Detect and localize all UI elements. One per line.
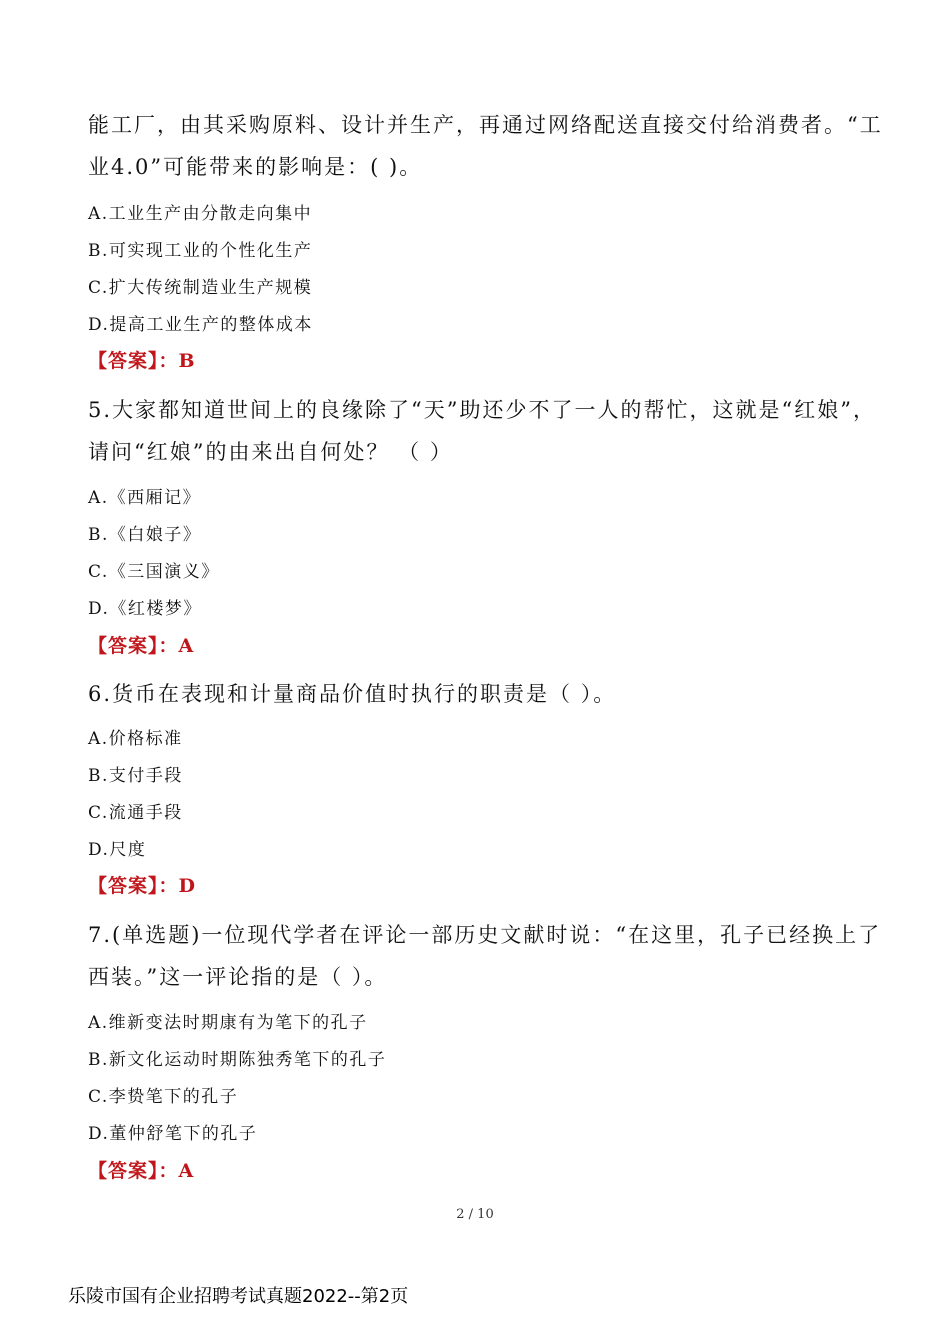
q4-option-b: B.可实现工业的个性化生产 xyxy=(88,241,313,261)
page-number: 2 / 10 xyxy=(456,1207,494,1222)
q4-option-c: C.扩大传统制造业生产规模 xyxy=(88,278,313,298)
q6-option-a: A.价格标准 xyxy=(88,729,183,749)
q7-option-c: C.李贽笔下的孔子 xyxy=(88,1087,239,1107)
q5-option-b: B.《白娘子》 xyxy=(88,525,202,545)
q6-question: 6.货币在表现和计量商品价值时执行的职责是（ ）。 xyxy=(88,682,617,706)
q4-option-a: A.工业生产由分散走向集中 xyxy=(88,204,313,224)
q7-option-a: A.维新变法时期康有为笔下的孔子 xyxy=(88,1013,368,1033)
q5-option-d: D.《红楼梦》 xyxy=(88,599,202,619)
q5-question: 5.大家都知道世间上的良缘除了“天”助还少不了一人的帮忙，这就是“红娘”，请问“红娘”的由来出自何处？ （ ） xyxy=(88,398,876,464)
q7-answer: 【答案】：A xyxy=(88,1160,195,1182)
footer-caption: 乐陵市国有企业招聘考试真题2022--第2页 xyxy=(68,1286,409,1307)
q7-option-b: B.新文化运动时期陈独秀笔下的孔子 xyxy=(88,1050,387,1070)
q7-question: 7.(单选题)一位现代学者在评论一部历史文献时说：“在这里，孔子已经换上了西装。”这一评论指的是（ ）。 xyxy=(88,923,882,989)
q4-option-d: D.提高工业生产的整体成本 xyxy=(88,315,313,335)
q5-option-a: A.《西厢记》 xyxy=(88,488,202,508)
q6-option-c: C.流通手段 xyxy=(88,803,183,823)
q6-option-d: D.尺度 xyxy=(88,840,147,860)
question-continuation: 能工厂，由其采购原料、设计并生产，再通过网络配送直接交付给消费者。“工业4.0”可能带来的影响是：( )。 xyxy=(88,113,883,179)
q5-answer: 【答案】：A xyxy=(88,635,195,657)
q5-option-c: C.《三国演义》 xyxy=(88,562,220,582)
q6-option-b: B.支付手段 xyxy=(88,766,183,786)
q6-answer: 【答案】：D xyxy=(88,875,196,897)
q7-option-d: D.董仲舒笔下的孔子 xyxy=(88,1124,258,1144)
q4-answer: 【答案】：B xyxy=(88,350,196,372)
